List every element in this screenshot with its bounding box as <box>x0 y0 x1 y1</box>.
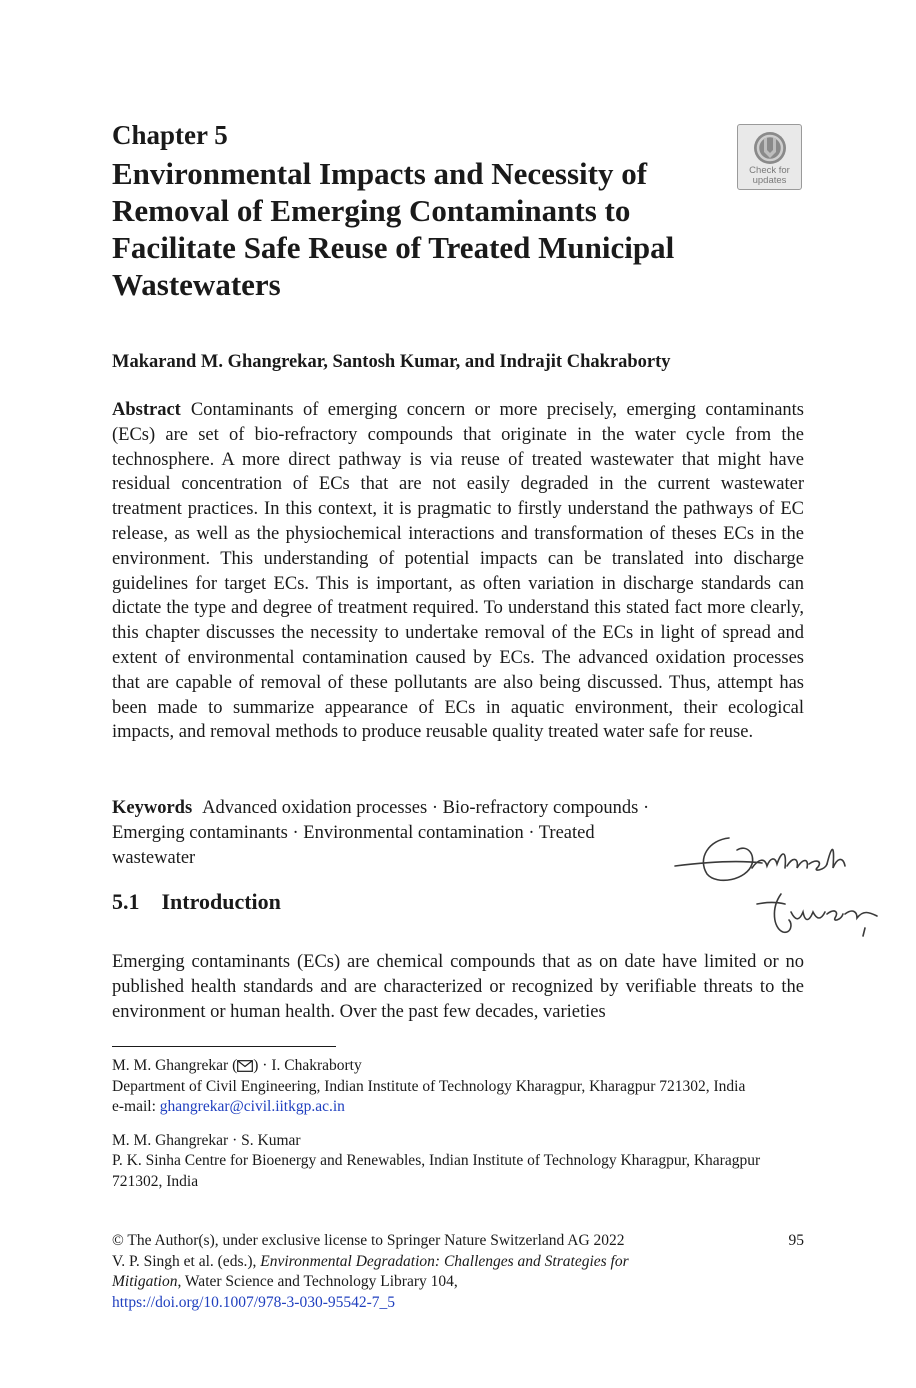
abstract-text: Contaminants of emerging concern or more precisely, emerging contaminants (ECs) are set of bio-refractory compounds that originate in the water cycle from the technosphere. A more direct pathway is via reuse of treated wastewater that might have residual concentration of ECs that are not easily degraded in the current wastewater treatment practices. In this context, it is pragmatic to firstly understand the pathways of EC release, as well as the physiochemical interactions and transformation of theses ECs in the environment. This understanding of potential impacts can be translated into discharge guidelines for target ECs. This is important, as often variation in discharge standards can dictate the type and degree of treatment required. To understand this stated fact more clearly, this chapter discusses the necessity to undertake removal of the ECs in light of spread and extent of environmental contamination caused by ECs. The advanced oxidation processes that are capable of removal of these pollutants are also being discussed. Thus, attempt has been made to summarize appearance of ECs in aquatic environment, their ecological impacts, and removal methods to produce reusable quality treated water safe for reuse. <box>112 400 804 743</box>
abstract <box>112 398 804 745</box>
affiliations <box>112 1056 804 1192</box>
chapter-title: Environmental Impacts and Necessity of Removal of Emerging Contaminants to Facilitate Safe Reuse of Treated Municipal Wastewaters <box>112 156 675 302</box>
email-link[interactable]: ghangrekar@civil.iitkgp.ac.in <box>159 1098 345 1115</box>
keywords <box>112 796 672 870</box>
copyright-line: © The Author(s), under exclusive license to Springer Nature Switzerland AG 2022 <box>112 1232 625 1249</box>
doi-line <box>112 1293 804 1314</box>
affiliation-1-email <box>112 1097 804 1118</box>
citation-line <box>112 1252 682 1293</box>
chapter-label: Chapter 5 <box>112 120 228 150</box>
aff1-names-b: ) · I. Chakraborty <box>253 1057 362 1074</box>
handwritten-signature <box>667 828 887 943</box>
check-updates-line1: Check for <box>749 165 790 176</box>
citation-editors: V. P. Singh et al. (eds.), <box>112 1252 261 1270</box>
affiliation-2-department: P. K. Sinha Centre for Bioenergy and Renewables, Indian Institute of Technology Kharagpur, Kharagpur 721302, India <box>112 1152 761 1190</box>
affiliation-1-authors <box>112 1056 804 1077</box>
email-label: e-mail: <box>112 1098 160 1115</box>
section-number: 5.1 <box>112 889 140 914</box>
keywords-label: Keywords <box>112 798 193 818</box>
aff1-names-a: M. M. Ghangrekar ( <box>112 1057 238 1074</box>
affiliation-2-authors: M. M. Ghangrekar · S. Kumar <box>112 1131 301 1149</box>
page-number: 95 <box>788 1232 804 1249</box>
citation-series: , Water Science and Technology Library 104, <box>177 1273 458 1290</box>
keywords-text: Advanced oxidation processes · Bio-refractory compounds · Emerging contaminants · Environmental contamination · Treated wastewater <box>112 798 650 868</box>
check-updates-line2: updates <box>752 175 787 186</box>
doi-link[interactable]: https://doi.org/10.1007/978-3-030-95542-7_5 <box>112 1293 396 1311</box>
abstract-label: Abstract <box>112 400 181 420</box>
affiliation-1-department: Department of Civil Engineering, Indian Institute of Technology Kharagpur, Kharagpur 721302, India <box>112 1077 746 1095</box>
envelope-icon[interactable] <box>237 1060 253 1072</box>
section-title: Introduction <box>161 889 281 914</box>
check-updates-icon <box>751 130 789 166</box>
introduction-paragraph: Emerging contaminants (ECs) are chemical compounds that as on date have limited or no published health standards and are characterized or recognized by verifiable threats to the environment or human health. Over the past few decades, varieties <box>112 952 804 1022</box>
author-list: Makarand M. Ghangrekar, Santosh Kumar, and Indrajit Chakraborty <box>112 352 671 372</box>
check-updates-label <box>738 166 801 186</box>
check-for-updates-badge[interactable] <box>737 124 802 190</box>
section-heading <box>112 888 281 916</box>
citation-book-title: Environmental Degradation: Challenges and Strategies for Mitigation <box>112 1252 629 1290</box>
copyright-block <box>112 1231 804 1313</box>
footnote-divider <box>112 1046 336 1047</box>
